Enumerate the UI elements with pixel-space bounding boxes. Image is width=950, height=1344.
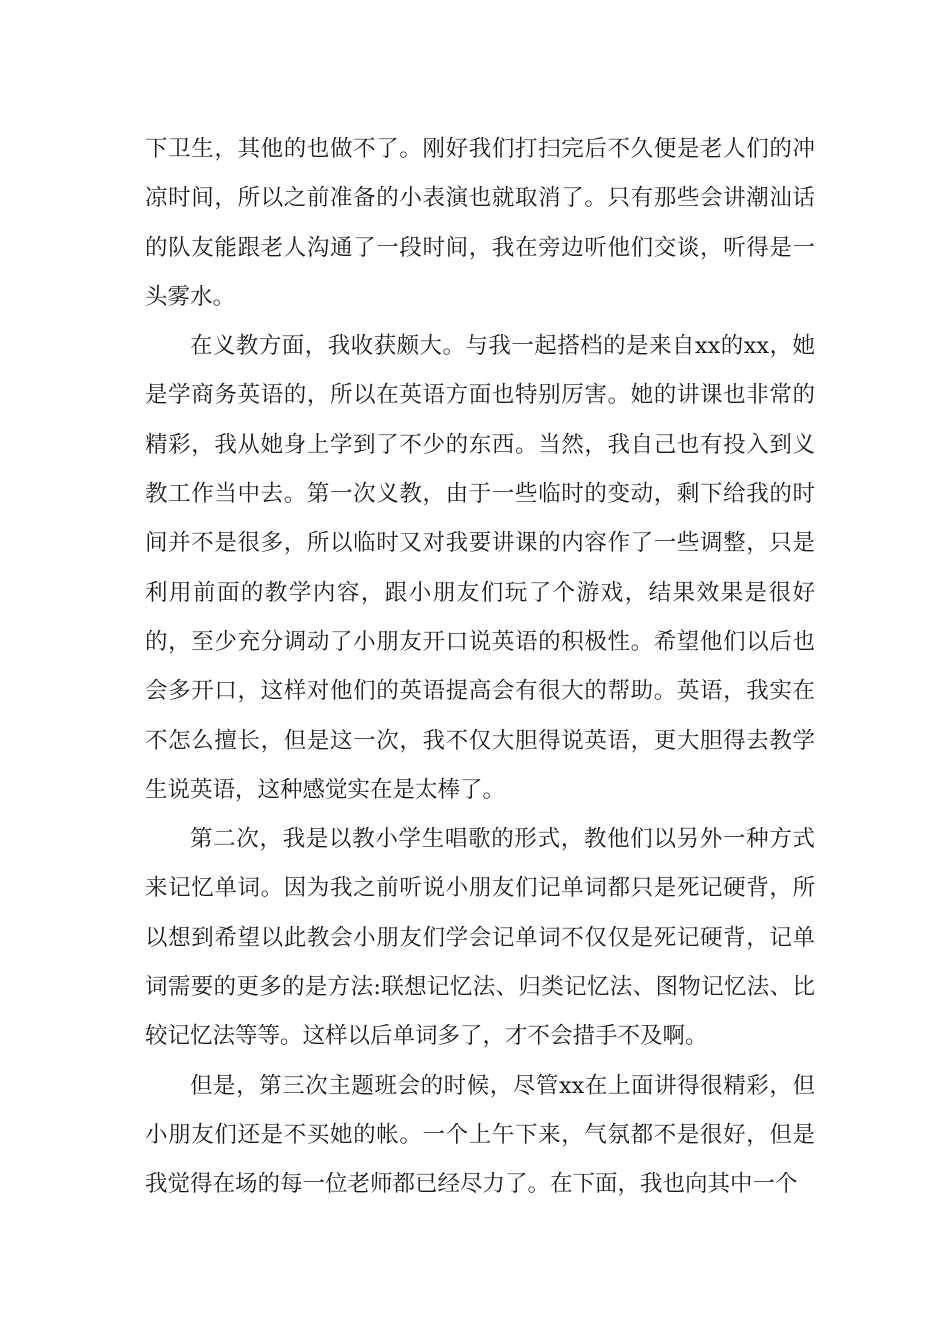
paragraph-1: 下卫生，其他的也做不了。刚好我们打扫完后不久便是老人们的冲凉时间，所以之前准备的小表演也就取消了。只有那些会讲潮汕话的队友能跟老人沟通了一段时间，我在旁边听他们交谈，听得是一头雾水。 [145, 136, 815, 310]
document-body [145, 125, 815, 1210]
paragraph-2: 在义教方面，我收获颇大。与我一起搭档的是来自xx的xx，她是学商务英语的，所以在英语方面也特别厉害。她的讲课也非常的精彩，我从她身上学到了不少的东西。当然，我自己也有投入到义教工作当中去。第一次义教，由于一些临时的变动，剩下给我的时间并不是很多，所以临时又对我要讲课的内容作了一些调整，只是利用前面的教学内容，跟小朋友们玩了个游戏，结果效果是很好的，至少充分调动了小朋友开口说英语的积极性。希望他们以后也会多开口，这样对他们的英语提高会有很大的帮助。英语，我实在不怎么擅长，但是这一次，我不仅大胆得说英语，更大胆得去教学生说英语，这种感觉实在是太棒了。 [145, 333, 815, 803]
paragraph-3: 第二次，我是以教小学生唱歌的形式，教他们以另外一种方式来记忆单词。因为我之前听说小朋友们记单词都只是死记硬背，所以想到希望以此教会小朋友们学会记单词不仅仅是死记硬背，记单词需要的更多的是方法:联想记忆法、归类记忆法、图物记忆法、比较记忆法等等。这样以后单词多了，才不会措手不及啊。 [145, 826, 815, 1050]
paragraph-4: 但是，第三次主题班会的时候，尽管xx在上面讲得很精彩，但小朋友们还是不买她的帐。一个上午下来，气氛都不是很好，但是我觉得在场的每一位老师都已经尽力了。在下面，我也向其中一个 [145, 1072, 815, 1198]
